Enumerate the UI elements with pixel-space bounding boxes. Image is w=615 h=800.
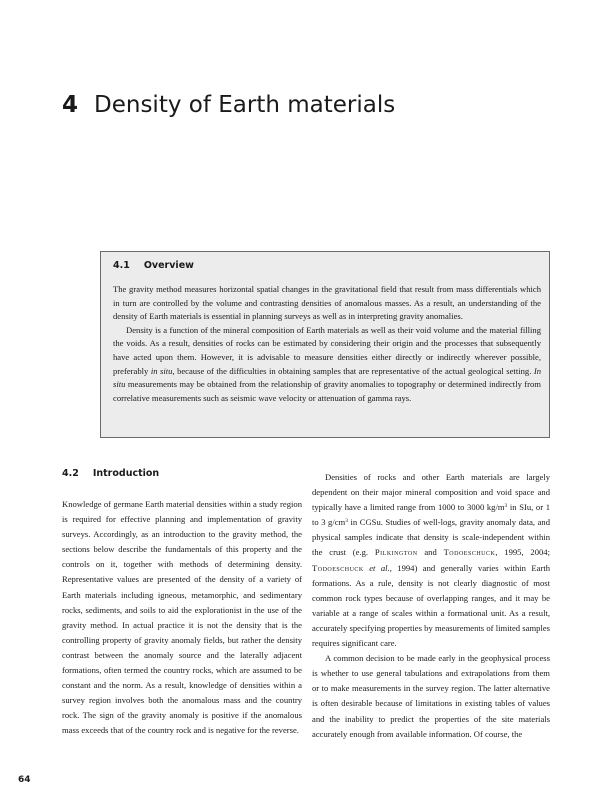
overview-section-number: 4.1 — [113, 260, 130, 271]
r1-text-c: in CGSu. Studies of well-logs, gravity anomaly data, and physical samples indicate that density is scale-independent within the crust (e.g. — [312, 517, 550, 558]
introduction-section-number: 4.2 — [62, 468, 79, 479]
overview-box — [100, 251, 550, 438]
page-number: 64 — [18, 775, 31, 785]
overview-p2-text-b: , because of the difficulties in obtaining samples that are representative of the actual geological setting. — [172, 365, 534, 376]
overview-text — [113, 283, 541, 405]
r1-text-f: , 1994) and generally varies within Earth formations. As a rule, density is not clearly diagnostic of most common rock types because of overlapping ranges, and it may be variable at a range of scales within a formational unit. As a result, accurately specifying properties by measurements of limited samples requires significant care. — [312, 562, 551, 649]
citation-author-todoeschuck-2: Todoeschuck — [312, 562, 364, 573]
overview-paragraph-1: The gravity method measures horizontal spatial changes in the gravitational field that result from mass differentials which in turn are controlled by the volume and contrasting densities of anomalous masses. As a result, an understanding of the density of Earth materials is essential in planning surveys as well as in interpreting gravity anomalies. — [113, 284, 541, 322]
intro-left-paragraph: Knowledge of germane Earth material densities within a study region is required for effective planning and implementation of gravity surveys. Accordingly, as an introduction to the gravity method, the sections below describe the fundamentals of this property and the controls on it, together with methods of determining density. Representative values are presented of the density of a variety of Earth materials including igneous, metamorphic, and sedimentary rocks, sediments, and soils to aid the explorationist in the use of the gravity method. In actual practice it is not the density that is the controlling property of gravity anomaly fields, but rather the density contrast between the anomaly source and the laterally adjacent formations, often termed the country rocks, which are assumed to be constant and the norm. As a result, knowledge of densities within a survey region involves both the anomalous mass and the country rock. The sign of the gravity anomaly is positive if the anomalous mass exceeds that of the country rock and is negative for the reverse. — [62, 499, 302, 736]
overview-p2-italic-a: in situ — [150, 365, 173, 376]
overview-p2-italic-b: In situ — [113, 365, 542, 390]
r1-text-e: , 1995, 2004; — [495, 547, 550, 558]
intro-right-paragraph-1 — [312, 470, 550, 651]
overview-paragraph-2 — [113, 324, 541, 406]
citation-et-al: et al. — [369, 562, 390, 573]
r1-superscript-1: 3 — [504, 503, 508, 510]
r1-text-a: Densities of rocks and other Earth materials are largely dependent on their major mineral composition and void space and typically have a limited range from 1000 to 3000 kg/m — [312, 472, 550, 513]
citation-author-todoeschuck-1: Todoeschuck — [443, 547, 496, 558]
overview-heading-text: Overview — [143, 260, 194, 271]
r1-superscript-2: 3 — [345, 518, 348, 525]
chapter-title — [62, 90, 395, 120]
chapter-title-text: Density of Earth materials — [94, 92, 396, 118]
intro-right-paragraph-2: A common decision to be made early in the geophysical process is whether to use general tabulations and extrapolations from them or to make measurements in the survey region. The latter alternative is often desirable because of limitations in existing tables of values and the inability to predict the properties of the site materials accurately enough from available information. Of course, the — [312, 653, 550, 739]
r1-text-b: in SIu, or 1 to 3 g/cm — [312, 502, 550, 528]
chapter-number: 4 — [62, 92, 79, 118]
citation-author-pilkington: Pilkington — [374, 547, 418, 558]
overview-p2-text-c: measurements may be obtained from the relationship of gravity anomalies to topography or determined indirectly from correlative measurements such as seismic wave velocity or attenuation of gamma rays. — [113, 379, 541, 403]
overview-heading — [113, 260, 194, 271]
introduction-heading — [62, 468, 159, 479]
right-column — [312, 470, 550, 742]
introduction-heading-text: Introduction — [92, 468, 160, 479]
r1-text-d: and — [417, 547, 444, 558]
left-column — [62, 497, 302, 739]
overview-p2-text-a: Density is a function of the mineral composition of Earth materials as well as their void volume and the material filling the voids. As a result, densities of rocks can be estimated by considering their origin and the processes that subsequently have acted upon them. However, it is advisable to measure densities either directly or indirectly wherever possible, preferably — [113, 324, 541, 376]
